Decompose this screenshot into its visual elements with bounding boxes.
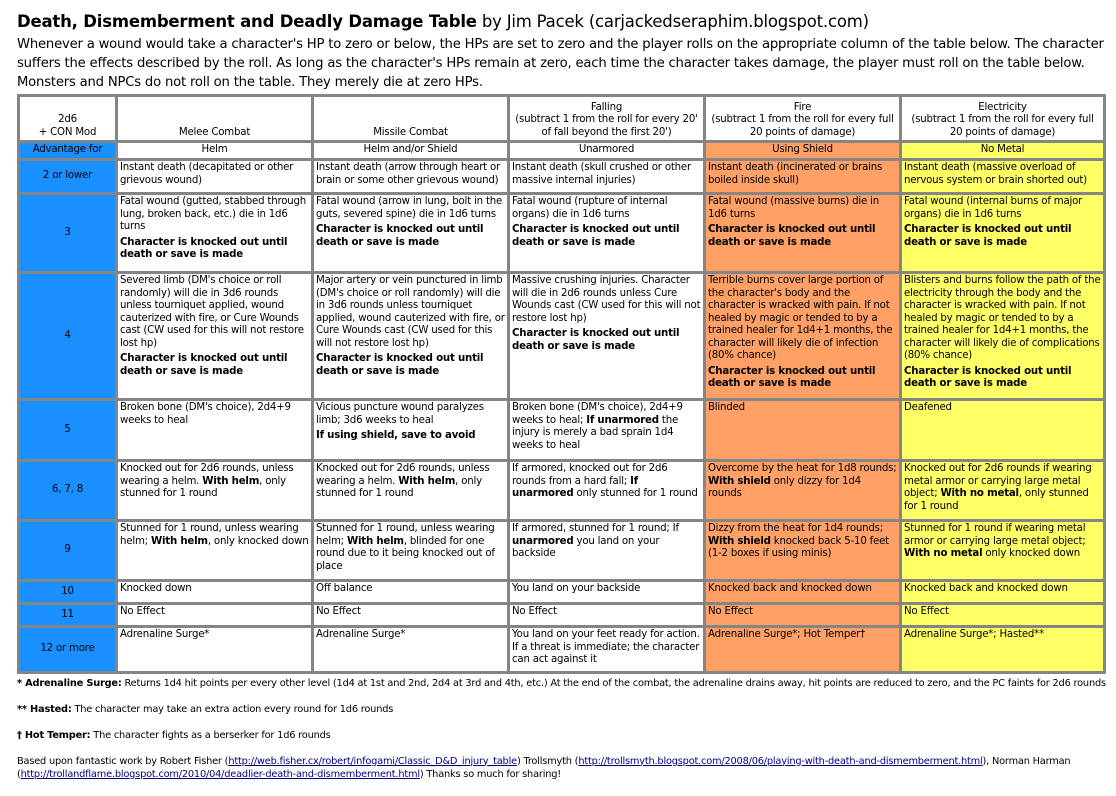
table-row — [19, 581, 1105, 604]
note-label: * Adrenaline Surge: — [17, 677, 122, 689]
credits-text: Based upon fantastic work by Robert Fisher ( — [17, 755, 229, 767]
cell-text: Stunned for 1 round if wearing metal armor or carrying large metal object; — [904, 523, 1086, 547]
cell-paragraph — [512, 402, 701, 452]
cell-text: You land on your backside — [512, 583, 641, 594]
result-cell — [705, 627, 901, 673]
bold-text: Character is knocked out until death or save is made — [120, 236, 288, 260]
cell-paragraph — [512, 463, 701, 501]
result-cell — [117, 400, 313, 461]
intro-paragraph: Whenever a wound would take a character's HP to zero or below, the HPs are set to zero and the player rolls on the appropriate column of the table below. The character suffers the effects described by the roll. As long as the character's HPs remain at zero, each time the character takes damage, the player must roll on the table below. Monsters and NPCs do not roll on the table. They merely die at zero HPs. — [17, 37, 1104, 90]
cell-paragraph — [316, 606, 505, 619]
column-subtitle: + CON Mod — [38, 126, 97, 138]
result-cell — [313, 604, 509, 627]
bold-text: With no metal — [940, 488, 1019, 499]
cell-text: No Effect — [904, 606, 949, 617]
credits-text: ) Thanks so much for sharing! — [419, 768, 561, 780]
cell-paragraph — [120, 353, 309, 378]
cell-paragraph — [904, 463, 1101, 513]
roll-cell: 5 — [19, 400, 117, 461]
cell-paragraph — [316, 629, 505, 642]
result-cell — [117, 273, 313, 400]
cell-paragraph — [512, 275, 701, 325]
damage-table — [17, 94, 1106, 674]
result-cell — [509, 627, 705, 673]
cell-paragraph — [512, 606, 701, 619]
advantage-cell: Helm — [117, 142, 313, 160]
table-row — [19, 400, 1105, 461]
cell-text: knocked back 5-10 feet (1-2 boxes if using minis) — [708, 535, 889, 559]
cell-text: you land on your backside — [512, 535, 660, 559]
cell-text: Deafened — [904, 402, 952, 413]
cell-text: Fatal wound (arrow in lung, bolt in the guts, severed spine) die in 1d6 turns — [316, 196, 503, 220]
cell-paragraph — [120, 237, 309, 262]
footnotes — [17, 677, 1107, 781]
cell-paragraph — [708, 224, 897, 249]
page-title — [17, 12, 1107, 31]
bold-text: If using shield, save to avoid — [316, 430, 476, 441]
cell-paragraph — [512, 196, 701, 221]
advantage-label: Advantage for — [19, 142, 117, 160]
cell-paragraph — [904, 606, 1101, 619]
result-cell — [117, 160, 313, 194]
credits-text: ), Norman Harman ( — [17, 755, 1071, 780]
column-subtitle: (subtract 1 from the roll for every full 20 points of damage) — [711, 114, 894, 138]
cell-text: , only stunned for 1 round — [316, 475, 482, 499]
cell-paragraph — [708, 463, 897, 501]
table-row — [19, 521, 1105, 581]
cell-text: Instant death (arrow through heart or brain or some other grievous wound) — [316, 162, 501, 186]
cell-paragraph — [904, 629, 1101, 642]
cell-paragraph — [708, 583, 897, 596]
advantage-cell: Unarmored — [509, 142, 705, 160]
cell-paragraph — [120, 162, 309, 187]
roll-cell: 12 or more — [19, 627, 117, 673]
advantage-cell: No Metal — [901, 142, 1105, 160]
result-cell — [117, 521, 313, 581]
result-cell — [705, 194, 901, 273]
result-cell — [117, 461, 313, 521]
cell-paragraph — [708, 162, 897, 187]
cell-text: only stunned for 1 round — [573, 488, 698, 499]
cell-text: Major artery or vein punctured in limb (DM's choice or roll randomly) will die in 3d6 rounds unless tourniquet applied, wound cauterized with fire, or Cure Wounds cast (CW used for this will not restore lost hp) — [316, 275, 505, 349]
cell-paragraph — [120, 606, 309, 619]
table-row — [19, 604, 1105, 627]
cell-text: Knocked back and knocked down — [904, 583, 1068, 594]
note-label: ** Hasted: — [17, 703, 72, 715]
roll-cell: 11 — [19, 604, 117, 627]
header-row — [19, 96, 1105, 142]
cell-text: Off balance — [316, 583, 373, 594]
roll-cell: 10 — [19, 581, 117, 604]
cell-text: Knocked out for 2d6 rounds if wearing metal armor or carrying large metal object; — [904, 463, 1092, 499]
result-cell — [901, 581, 1105, 604]
cell-text: Overcome by the heat for 1d8 rounds; — [708, 463, 897, 474]
bold-text: unarmored — [512, 535, 574, 547]
result-cell — [705, 160, 901, 194]
cell-paragraph — [512, 162, 701, 187]
cell-text: Instant death (incinerated or brains boiled inside skull) — [708, 162, 883, 186]
column-title: Falling — [590, 101, 623, 113]
cell-text: Knocked out for 2d6 rounds, unless wearing a helm. — [316, 463, 490, 487]
cell-paragraph — [120, 463, 309, 501]
advantage-row — [19, 142, 1105, 160]
cell-paragraph — [708, 275, 897, 363]
cell-text: No Effect — [708, 606, 753, 617]
cell-paragraph — [316, 353, 505, 378]
cell-paragraph — [512, 583, 701, 596]
cell-paragraph — [512, 629, 701, 667]
cell-text: If armored, knocked out for 2d6 rounds from a hard fall; — [512, 463, 668, 487]
cell-paragraph — [708, 366, 897, 391]
column-title: Missile Combat — [373, 126, 448, 138]
result-cell — [313, 194, 509, 273]
cell-paragraph — [316, 402, 505, 427]
table-row — [19, 461, 1105, 521]
result-cell — [901, 400, 1105, 461]
column-title: 2d6 — [58, 114, 77, 125]
result-cell — [117, 194, 313, 273]
result-cell — [509, 400, 705, 461]
cell-text: Blinded — [708, 402, 745, 413]
column-header — [901, 96, 1105, 142]
cell-paragraph — [512, 224, 701, 249]
result-cell — [705, 461, 901, 521]
bold-text: With helm — [202, 475, 260, 487]
cell-text: No Effect — [316, 606, 361, 617]
cell-text: Broken bone (DM's choice), 2d4+9 weeks to heal; — [512, 402, 683, 426]
cell-paragraph — [904, 583, 1101, 596]
column-header — [117, 96, 313, 142]
result-cell — [705, 581, 901, 604]
result-cell — [901, 521, 1105, 581]
cell-paragraph — [316, 463, 505, 501]
cell-text: , only stunned for 1 round — [904, 488, 1089, 512]
result-cell — [509, 160, 705, 194]
column-title: Fire — [793, 101, 812, 113]
cell-paragraph — [708, 402, 897, 415]
bold-text: Character is knocked out until death or save is made — [904, 365, 1072, 389]
cell-paragraph — [904, 275, 1101, 363]
cell-paragraph — [904, 162, 1101, 187]
column-subtitle: (subtract 1 from the roll for every 20' of fall beyond the first 20') — [515, 114, 698, 138]
table-row — [19, 194, 1105, 273]
cell-text: Stunned for 1 round, unless wearing helm; — [120, 523, 299, 547]
cell-paragraph — [316, 430, 505, 443]
cell-text: Vicious puncture wound paralyzes limb; 3d6 weeks to heal — [316, 402, 484, 426]
table-row — [19, 273, 1105, 400]
cell-paragraph — [904, 366, 1101, 391]
cell-text: , only stunned for 1 round — [120, 475, 286, 499]
cell-text: Stunned for 1 round, unless wearing helm; — [316, 523, 495, 547]
cell-text: Fatal wound (gutted, stabbed through lung, broken back, etc.) die in 1d6 turns — [120, 196, 307, 232]
result-cell — [509, 461, 705, 521]
title-byline: by Jim Pacek (carjackedseraphim.blogspot.com) — [476, 12, 869, 31]
cell-text: Severed limb (DM's choice or roll randomly) will die in 3d6 rounds unless tourniquet applied, wound cauterized with fire, or Cure Wounds cast (CW used for this will not restore lost hp) — [120, 275, 304, 349]
result-cell — [901, 627, 1105, 673]
cell-text: If armored, stunned for 1 round; If — [512, 523, 679, 534]
bold-text: With helm — [150, 535, 208, 547]
cell-text: Knocked down — [120, 583, 192, 594]
result-cell — [313, 521, 509, 581]
title-main: Death, Dismemberment and Deadly Damage Table — [17, 12, 477, 31]
bold-text: Character is knocked out until death or save is made — [708, 365, 876, 389]
column-header — [705, 96, 901, 142]
cell-text: Knocked back and knocked down — [708, 583, 872, 594]
credits — [17, 755, 1107, 781]
cell-text: Instant death (skull crushed or other massive internal injuries) — [512, 162, 691, 186]
result-cell — [509, 273, 705, 400]
cell-text: Adrenaline Surge* — [120, 629, 210, 640]
bold-text: Character is knocked out until death or save is made — [316, 353, 484, 377]
result-cell — [117, 627, 313, 673]
cell-text: only dizzy for 1d4 rounds — [708, 475, 861, 499]
bold-text: With helm — [346, 535, 404, 547]
result-cell — [509, 581, 705, 604]
bold-text: Character is knocked out until death or save is made — [904, 224, 1072, 248]
column-header — [313, 96, 509, 142]
roll-cell: 4 — [19, 273, 117, 400]
result-cell — [313, 461, 509, 521]
result-cell — [705, 400, 901, 461]
link-trollsmyth[interactable]: http://trollsmyth.blogspot.com/2008/06/playing-with-death-and-dismemberment.html — [578, 755, 983, 767]
roll-cell: 6, 7, 8 — [19, 461, 117, 521]
cell-text: Fatal wound (rupture of internal organs) die in 1d6 turns — [512, 196, 668, 220]
cell-text: Massive crushing injuries. Character will die in 2d6 rounds unless Cure Wounds cast (CW used for this will not restore lost hp) — [512, 275, 701, 324]
link-robert-fisher[interactable]: http://web.fisher.cx/robert/infogami/Classic_D&D_injury_table — [228, 755, 517, 767]
bold-text: With shield — [708, 475, 771, 487]
bold-text: With shield — [708, 535, 771, 547]
note-hot-temper — [17, 729, 1107, 742]
table-row — [19, 627, 1105, 673]
roll-cell: 3 — [19, 194, 117, 273]
column-header — [19, 96, 117, 142]
advantage-cell: Helm and/or Shield — [313, 142, 509, 160]
result-cell — [901, 604, 1105, 627]
result-cell — [901, 461, 1105, 521]
result-cell — [705, 273, 901, 400]
cell-paragraph — [708, 629, 897, 642]
cell-paragraph — [904, 224, 1101, 249]
column-header — [509, 96, 705, 142]
cell-text: the injury is merely a bad sprain 1d4 weeks to heal — [512, 414, 679, 451]
cell-paragraph — [120, 583, 309, 596]
cell-paragraph — [708, 196, 897, 221]
bold-text: Character is knocked out until death or save is made — [512, 328, 680, 352]
cell-paragraph — [316, 523, 505, 573]
result-cell — [901, 160, 1105, 194]
result-cell — [705, 604, 901, 627]
note-adrenaline — [17, 677, 1107, 690]
result-cell — [313, 627, 509, 673]
column-title: Electricity — [978, 101, 1027, 113]
cell-paragraph — [512, 523, 701, 561]
result-cell — [509, 604, 705, 627]
cell-text: You land on your feet ready for action. If a threat is immediate; the character can act against it — [512, 629, 700, 665]
cell-text: Instant death (massive overload of nervous system or brain shorted out) — [904, 162, 1087, 186]
result-cell — [313, 160, 509, 194]
cell-text: Broken bone (DM's choice), 2d4+9 weeks to heal — [120, 402, 291, 426]
cell-text: Blisters and burns follow the path of the electricity through the body and the character is wracked with pain. If not healed by magic or tended to by a trained healer for 1d4+1 months, the character will likely die of complications (80% chance) — [904, 275, 1101, 361]
cell-paragraph — [904, 402, 1101, 415]
bold-text: With no metal — [904, 548, 983, 559]
cell-paragraph — [120, 196, 309, 234]
cell-paragraph — [708, 523, 897, 561]
column-title: Melee Combat — [178, 126, 251, 138]
result-cell — [901, 194, 1105, 273]
credits-text: ) Trollsmyth ( — [516, 755, 579, 767]
cell-paragraph — [904, 196, 1101, 221]
cell-paragraph — [904, 523, 1101, 561]
cell-text: , blinded for one round due to it being knocked out of place — [316, 535, 495, 572]
cell-paragraph — [120, 402, 309, 427]
result-cell — [313, 400, 509, 461]
link-trollandflame[interactable]: http://trollandflame.blogspot.com/2010/04/deadlier-death-and-dismemberment.html — [20, 768, 420, 780]
result-cell — [509, 194, 705, 273]
cell-text: Fatal wound (massive burns) die in 1d6 turns — [708, 196, 879, 220]
advantage-cell: Using Shield — [705, 142, 901, 160]
cell-text: Adrenaline Surge*; Hasted** — [904, 629, 1044, 640]
result-cell — [313, 273, 509, 400]
cell-text: No Effect — [512, 606, 557, 617]
cell-paragraph — [708, 606, 897, 619]
note-text: The character may take an extra action every round for 1d6 rounds — [71, 703, 394, 715]
cell-text: Terrible burns cover large portion of the character's body and the character is wracked with pain. If not healed by magic or tended to by a trained healer for 1d4+1 months, the character will likely die of infection (80% chance) — [708, 275, 893, 361]
bold-text: Character is knocked out until death or save is made — [316, 224, 484, 248]
roll-cell: 9 — [19, 521, 117, 581]
cell-paragraph — [316, 224, 505, 249]
cell-paragraph — [316, 162, 505, 187]
cell-text: Dizzy from the heat for 1d4 rounds; — [708, 523, 883, 534]
roll-cell: 2 or lower — [19, 160, 117, 194]
note-label: † Hot Temper: — [17, 729, 91, 741]
result-cell — [117, 604, 313, 627]
cell-text: Adrenaline Surge* — [316, 629, 406, 640]
bold-text: Character is knocked out until death or save is made — [120, 353, 288, 377]
cell-text: No Effect — [120, 606, 165, 617]
result-cell — [117, 581, 313, 604]
document — [17, 0, 1107, 781]
cell-paragraph — [120, 275, 309, 350]
cell-paragraph — [316, 583, 505, 596]
cell-text: Adrenaline Surge*; Hot Temper† — [708, 629, 866, 640]
table-row — [19, 160, 1105, 194]
cell-paragraph — [120, 523, 309, 548]
bold-text: With helm — [398, 475, 456, 487]
bold-text: If unarmored — [512, 475, 638, 499]
cell-paragraph — [120, 629, 309, 642]
column-subtitle: (subtract 1 from the roll for every full 20 points of damage) — [911, 114, 1094, 138]
cell-paragraph — [316, 275, 505, 350]
cell-paragraph — [316, 196, 505, 221]
note-text: The character fights as a berserker for 1d6 rounds — [90, 729, 331, 741]
result-cell — [313, 581, 509, 604]
result-cell — [705, 521, 901, 581]
result-cell — [509, 521, 705, 581]
cell-text: , only knocked down — [207, 535, 309, 547]
bold-text: Character is knocked out until death or save is made — [708, 224, 876, 248]
bold-text: If unarmored — [586, 414, 659, 426]
note-hasted — [17, 703, 1107, 716]
note-text: Returns 1d4 hit points per every other level (1d4 at 1st and 2nd, 2d4 at 3rd and 4th, etc.) At the end of the combat, the adrenaline drains away, hit points are reduced to zero, and the PC faints for 2d6 rounds — [121, 677, 1106, 689]
cell-text: Instant death (decapitated or other grievous wound) — [120, 162, 294, 186]
bold-text: Character is knocked out until death or save is made — [512, 224, 680, 248]
cell-text: only knocked down — [982, 548, 1080, 559]
cell-text: Fatal wound (internal burns of major organs) die in 1d6 turns — [904, 196, 1083, 220]
cell-text: Knocked out for 2d6 rounds, unless wearing a helm. — [120, 463, 294, 487]
result-cell — [901, 273, 1105, 400]
cell-paragraph — [512, 328, 701, 353]
